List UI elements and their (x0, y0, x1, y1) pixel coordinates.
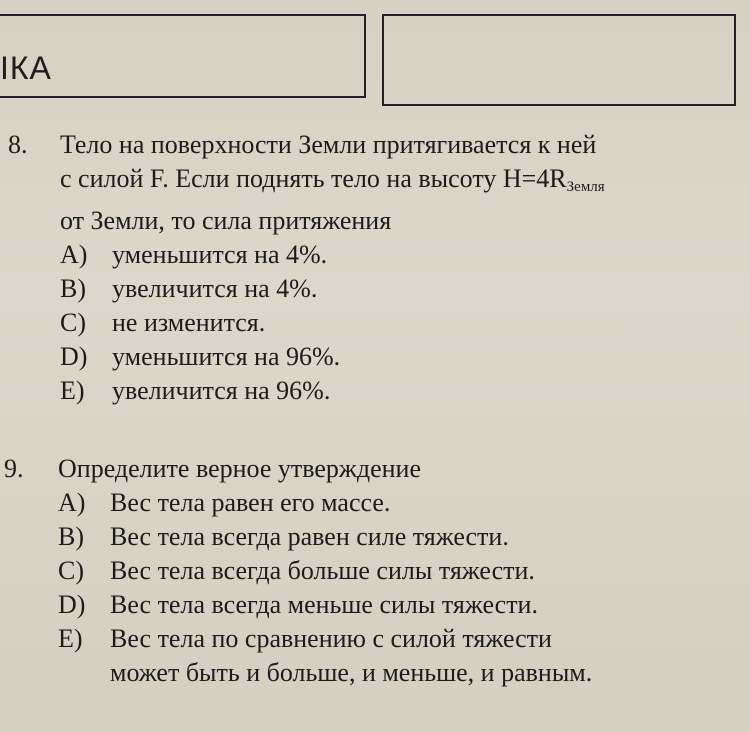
answer-option-a[interactable] (58, 486, 592, 520)
subscript-earth: Земля (566, 179, 605, 195)
answer-option-c[interactable] (60, 306, 605, 340)
answer-option-d[interactable] (60, 340, 605, 374)
option-letter: C) (60, 308, 86, 337)
option-text: увеличится на 96%. (112, 376, 331, 405)
option-letter: A) (60, 240, 88, 269)
option-letter: B) (60, 274, 86, 303)
option-text: не изменится. (112, 308, 266, 337)
header-frame-right (382, 14, 736, 106)
answer-option-c[interactable] (58, 554, 592, 588)
option-letter: D) (58, 590, 86, 619)
option-text: увеличится на 4%. (112, 274, 318, 303)
option-letter: D) (60, 342, 88, 371)
answer-option-e[interactable] (60, 374, 605, 408)
answer-option-a[interactable] (60, 238, 605, 272)
question-body (58, 452, 592, 690)
question-body (60, 128, 605, 408)
option-text: уменьшится на 96%. (112, 342, 341, 371)
question-stem-line (60, 162, 605, 204)
option-e-continuation: может быть и больше, и меньше, и равным. (110, 658, 593, 687)
option-letter: C) (58, 556, 84, 585)
option-text: Вес тела всегда больше силы тяжести. (110, 556, 535, 585)
option-letter: E) (60, 376, 85, 405)
question-number: 8. (8, 130, 28, 159)
header-title-fragment: ІКА (0, 50, 52, 86)
option-text: уменьшится на 4%. (112, 240, 328, 269)
option-text: Вес тела по сравнению с силой тяжести (110, 624, 552, 653)
question-stem-line: от Земли, то сила притяжения (60, 206, 392, 235)
answer-option-b[interactable] (60, 272, 605, 306)
option-text: Вес тела равен его массе. (110, 488, 391, 517)
answer-option-b[interactable] (58, 520, 592, 554)
option-letter: E) (58, 624, 83, 653)
question-9 (4, 452, 592, 690)
answer-option-e[interactable] (58, 622, 592, 656)
question-stem-line: Тело на поверхности Земли притягивается к ней (60, 130, 597, 159)
question-stem-line: Определите верное утверждение (58, 454, 422, 483)
option-letter: A) (58, 488, 86, 517)
option-text: Вес тела всегда равен силе тяжести. (110, 522, 509, 551)
question-number: 9. (4, 454, 24, 483)
question-stem-text: с силой F. Если поднять тело на высоту H=4R (60, 164, 567, 193)
option-letter: B) (58, 522, 84, 551)
answer-option-d[interactable] (58, 588, 592, 622)
option-text: Вес тела всегда меньше силы тяжести. (110, 590, 538, 619)
question-8 (8, 128, 605, 408)
header-frame-left (0, 14, 366, 98)
